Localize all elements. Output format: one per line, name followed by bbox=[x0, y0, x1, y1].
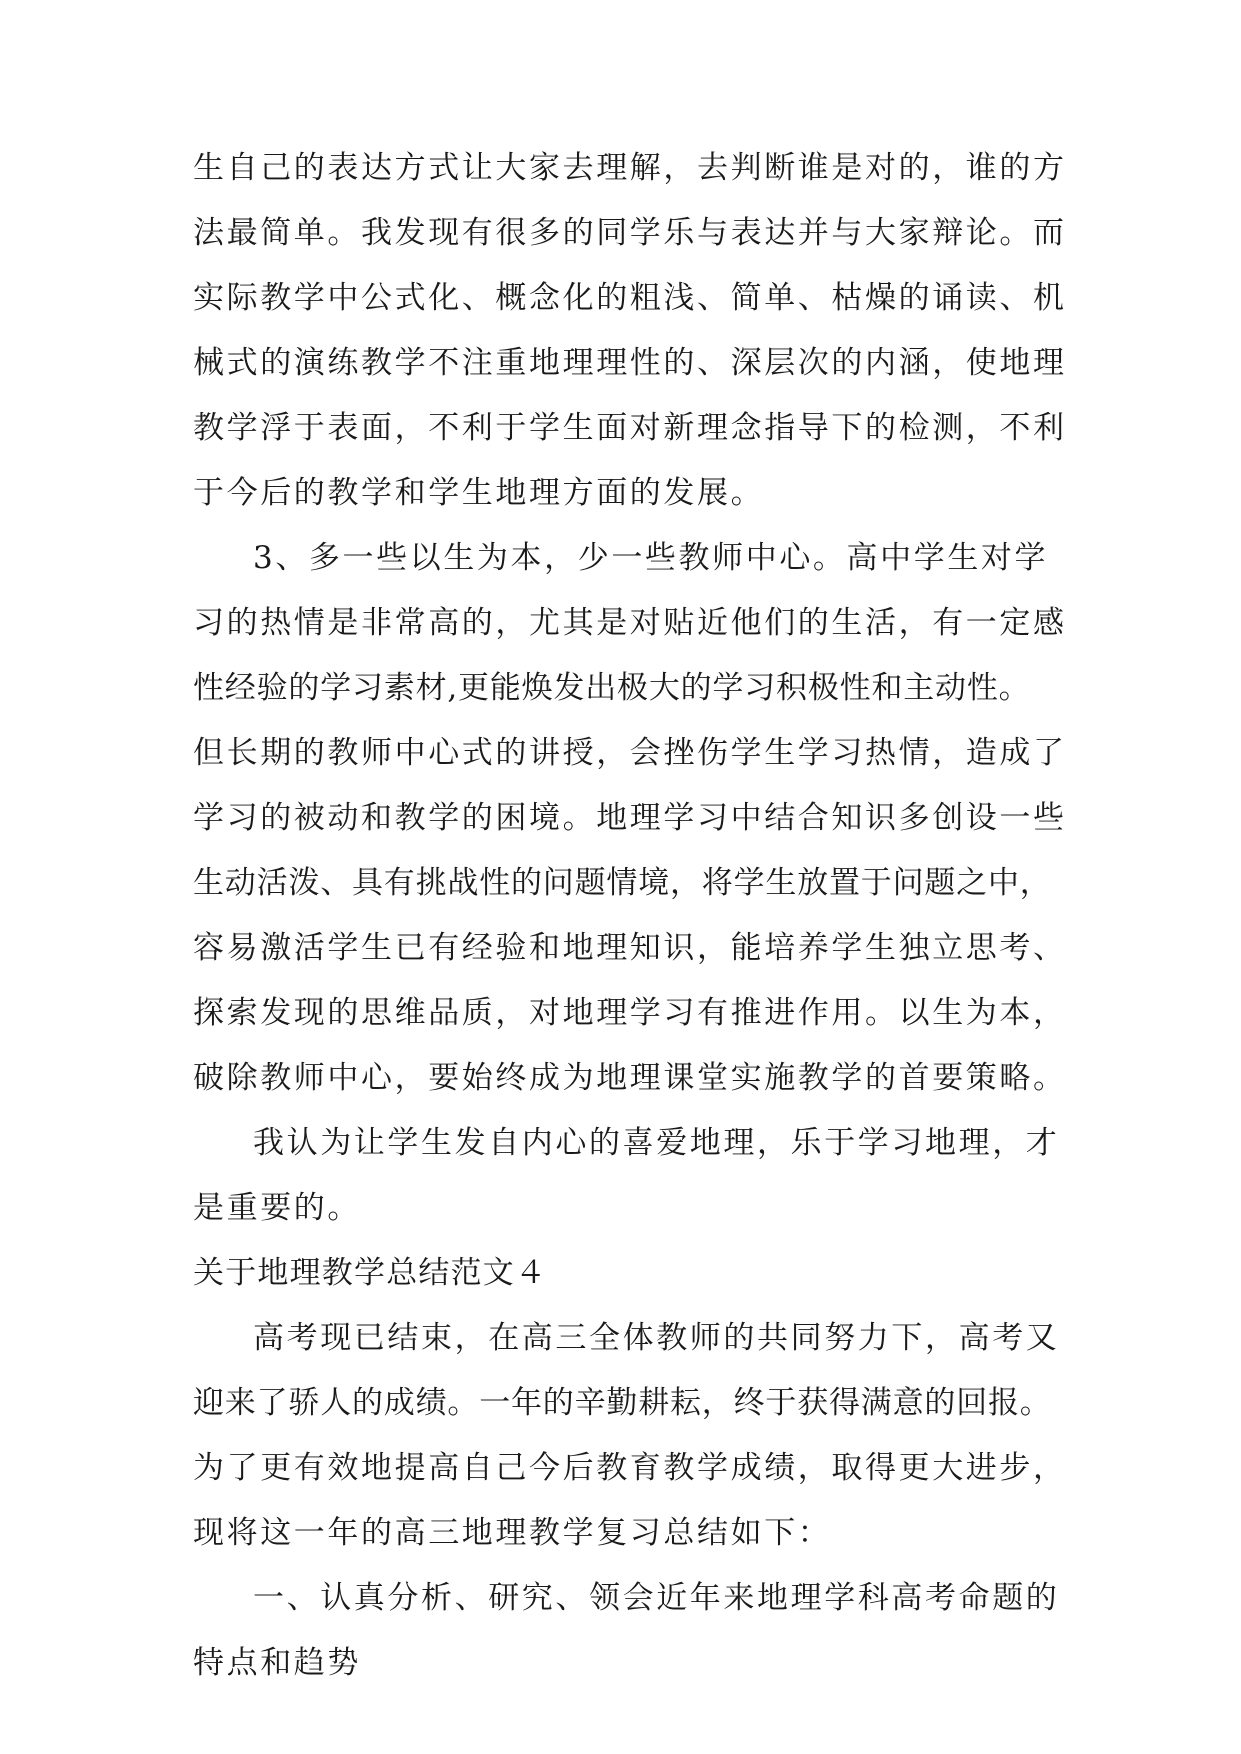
section-heading: 关于地理教学总结范文４ bbox=[193, 1255, 548, 1291]
text-line: 是重要的。 bbox=[193, 1190, 361, 1226]
text-line: 生动活泼、具有挑战性的问题情境，将学生放置于问题之中， bbox=[193, 865, 1052, 901]
text-line: 为了更有效地提高自己今后教育教学成绩，取得更大进步， bbox=[193, 1450, 1067, 1486]
text-line: 容易激活学生已有经验和地理知识，能培养学生独立思考、 bbox=[193, 930, 1067, 966]
paragraph-start-line: 一、认真分析、研究、领会近年来地理学科高考命题的 bbox=[253, 1580, 1060, 1616]
paragraph-start-line: 高考现已结束，在高三全体教师的共同努力下，高考又 bbox=[253, 1320, 1060, 1356]
text-line: 特点和趋势 bbox=[193, 1645, 361, 1681]
paragraph-start-line: 3、多一些以生为本，少一些教师中心。高中学生对学 bbox=[253, 540, 1049, 576]
text-line: 教学浮于表面，不利于学生面对新理念指导下的检测，不利 bbox=[193, 410, 1067, 446]
text-line: 迎来了骄人的成绩。一年的辛勤耕耘，终于获得满意的回报。 bbox=[193, 1385, 1052, 1421]
paragraph-start-line: 我认为让学生发自内心的喜爱地理，乐于学习地理，才 bbox=[253, 1125, 1060, 1161]
text-line: 学习的被动和教学的困境。地理学习中结合知识多创设一些 bbox=[193, 800, 1067, 836]
text-line: 破除教师中心，要始终成为地理课堂实施教学的首要策略。 bbox=[193, 1060, 1067, 1096]
text-line: 于今后的教学和学生地理方面的发展。 bbox=[193, 475, 765, 511]
text-line: 械式的演练教学不注重地理理性的、深层次的内涵，使地理 bbox=[193, 345, 1067, 381]
text-line: 现将这一年的高三地理教学复习总结如下： bbox=[193, 1515, 832, 1551]
text-line: 探索发现的思维品质，对地理学习有推进作用。以生为本， bbox=[193, 995, 1067, 1031]
text-line: 习的热情是非常高的，尤其是对贴近他们的生活，有一定感 bbox=[193, 605, 1067, 641]
text-line: 生自己的表达方式让大家去理解，去判断谁是对的，谁的方 bbox=[193, 150, 1067, 186]
text-line: 法最简单。我发现有很多的同学乐与表达并与大家辩论。而 bbox=[193, 215, 1067, 251]
text-line: 但长期的教师中心式的讲授，会挫伤学生学习热情，造成了 bbox=[193, 735, 1067, 771]
text-line: 实际教学中公式化、概念化的粗浅、简单、枯燥的诵读、机 bbox=[193, 280, 1067, 316]
text-line: 性经验的学习素材,更能焕发出极大的学习积极性和主动性。 bbox=[193, 670, 1031, 706]
